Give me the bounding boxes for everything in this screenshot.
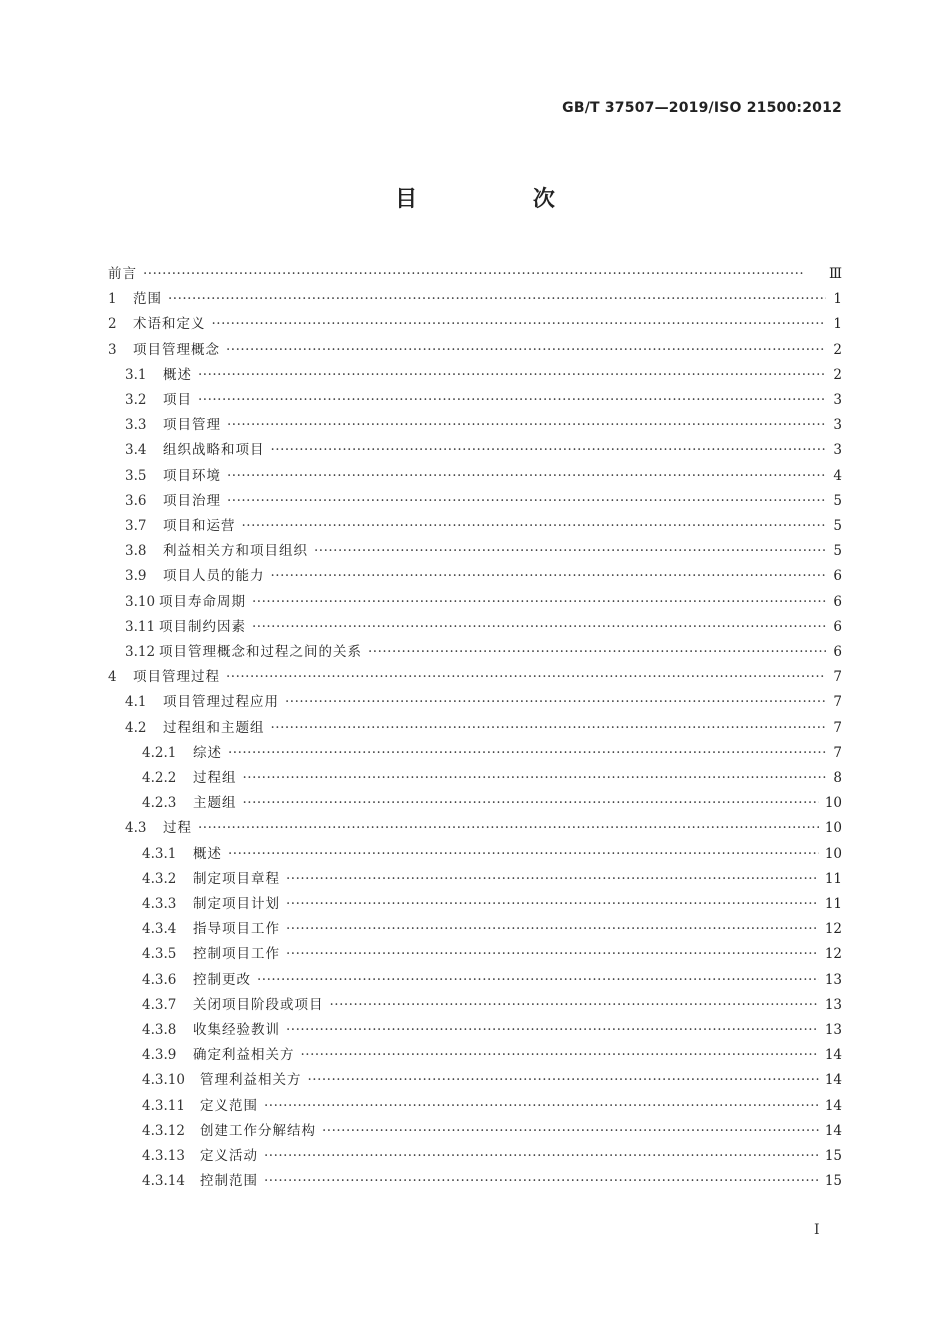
toc-entry-title: 定义范围 xyxy=(200,1097,258,1114)
toc-entry-number: 4.3.9 xyxy=(142,1047,177,1064)
toc-entry-number: 3.10 xyxy=(125,593,156,610)
toc-entry-number: 4.3.6 xyxy=(142,971,177,988)
toc-entry-title: 范围 xyxy=(133,291,162,308)
toc-entry-number: 3 xyxy=(108,341,117,358)
toc-entry[interactable] xyxy=(125,491,842,511)
toc-entry-title: 项目管理过程 xyxy=(133,669,220,686)
toc-leader-dots xyxy=(264,1096,819,1116)
toc-entry-number: 3.2 xyxy=(125,392,147,408)
toc-entry-page: 10 xyxy=(824,795,842,812)
toc-entry-page: 14 xyxy=(824,1047,842,1064)
toc-entry[interactable] xyxy=(142,944,842,964)
toc-entry-number: 4.3.13 xyxy=(142,1148,185,1164)
toc-entry-page: 1 xyxy=(833,291,842,308)
toc-entry-page: 3 xyxy=(833,442,842,459)
toc-entry-number: 3.6 xyxy=(125,492,147,509)
toc-entry-title: 术语和定义 xyxy=(133,316,206,333)
toc-entry-page: 7 xyxy=(833,719,842,736)
toc-entry-number: 4.3.2 xyxy=(142,870,177,887)
toc-entry[interactable] xyxy=(125,592,842,612)
toc-entry[interactable] xyxy=(125,390,842,410)
toc-entry[interactable] xyxy=(142,1146,842,1166)
toc-leader-dots xyxy=(257,970,819,990)
toc-entry-title: 利益相关方和项目组织 xyxy=(163,543,308,560)
toc-entry-number: 4.3.5 xyxy=(142,946,177,963)
toc-leader-dots xyxy=(228,743,826,763)
toc-leader-dots xyxy=(198,365,826,385)
toc-entry-title: 制定项目计划 xyxy=(193,896,280,912)
toc-entry-title: 概述 xyxy=(163,366,192,383)
toc-entry-page: 11 xyxy=(824,870,842,887)
toc-leader-dots xyxy=(227,491,826,511)
toc-entry-title: 项目环境 xyxy=(163,467,221,484)
toc-leader-dots xyxy=(242,516,827,536)
toc-entry[interactable] xyxy=(108,340,842,360)
toc-entry-page: 10 xyxy=(824,845,842,862)
toc-entry-number: 4 xyxy=(108,669,117,686)
toc-entry-page: 4 xyxy=(833,467,842,484)
toc-entry-page: 3 xyxy=(833,392,842,408)
toc-entry[interactable] xyxy=(125,541,842,561)
toc-entry-number: 4.3.8 xyxy=(142,1022,177,1038)
toc-entry-number: 4.2.2 xyxy=(142,770,177,786)
toc-leader-dots xyxy=(227,466,826,486)
toc-entry-title: 收集经验教训 xyxy=(193,1022,280,1038)
toc-entry-title: 项目和运营 xyxy=(163,518,236,534)
toc-entry-page: 11 xyxy=(824,896,842,912)
toc-entry[interactable] xyxy=(125,566,842,586)
toc-entry[interactable] xyxy=(108,314,842,334)
toc-leader-dots xyxy=(368,642,826,662)
toc-entry[interactable] xyxy=(125,692,842,712)
toc-leader-dots xyxy=(286,944,819,964)
toc-leader-dots xyxy=(243,793,819,813)
toc-entry-page: 5 xyxy=(833,492,842,509)
toc-entry[interactable] xyxy=(125,718,842,738)
toc-entry[interactable] xyxy=(142,793,842,813)
toc-entry-title: 概述 xyxy=(193,845,222,862)
page-number-footer: I xyxy=(814,1222,820,1238)
toc-entry-number: 4.2 xyxy=(125,719,147,736)
toc-leader-dots xyxy=(314,541,826,561)
toc-entry-title: 指导项目工作 xyxy=(193,921,280,938)
toc-entry-number: 4.2.1 xyxy=(142,744,177,761)
toc-entry[interactable] xyxy=(108,264,842,284)
toc-entry-title: 定义活动 xyxy=(200,1148,258,1164)
toc-entry-page: 14 xyxy=(824,1097,842,1114)
toc-entry-page: 6 xyxy=(833,644,842,660)
toc-entry-page: 15 xyxy=(824,1148,842,1164)
toc-entry-title: 关闭项目阶段或项目 xyxy=(193,996,324,1013)
toc-entry-page: 13 xyxy=(824,1022,842,1038)
toc-entry-page: 2 xyxy=(833,341,842,358)
toc-entry[interactable] xyxy=(142,970,842,990)
toc-entry-page: 13 xyxy=(824,971,842,988)
toc-entry[interactable] xyxy=(125,516,842,536)
toc-entry-title: 组织战略和项目 xyxy=(163,442,265,459)
toc-entry[interactable] xyxy=(125,818,842,838)
toc-leader-dots xyxy=(227,415,826,435)
toc-entry[interactable] xyxy=(125,440,842,460)
toc-entry[interactable] xyxy=(125,365,842,385)
toc-entry[interactable] xyxy=(142,743,842,763)
toc-entry-title: 确定利益相关方 xyxy=(193,1047,295,1064)
toc-leader-dots xyxy=(271,566,827,586)
toc-leader-dots xyxy=(271,440,827,460)
toc-entry-page: 7 xyxy=(833,744,842,761)
toc-entry-title: 综述 xyxy=(193,744,222,761)
toc-entry-number: 3.4 xyxy=(125,442,147,459)
toc-entry-title: 过程 xyxy=(163,820,192,837)
toc-entry-page: 12 xyxy=(824,921,842,938)
toc-entry-title: 项目治理 xyxy=(163,492,221,509)
toc-entry-page: Ⅲ xyxy=(828,266,842,282)
toc-entry[interactable] xyxy=(108,289,842,309)
toc-entry[interactable] xyxy=(142,1096,842,1116)
toc-entry[interactable] xyxy=(142,995,842,1015)
toc-entry-page: 2 xyxy=(833,366,842,383)
toc-entry-title: 项目管理 xyxy=(163,417,221,434)
toc-entry[interactable] xyxy=(125,617,842,637)
toc-leader-dots xyxy=(168,289,826,309)
toc-entry[interactable] xyxy=(142,894,842,914)
toc-leader-dots xyxy=(198,390,826,410)
toc-entry-title: 项目 xyxy=(163,392,192,408)
toc-entry-page: 8 xyxy=(833,770,842,786)
toc-entry-number: 4.3.11 xyxy=(142,1097,185,1114)
toc-leader-dots xyxy=(143,264,823,284)
toc-entry-page: 5 xyxy=(833,543,842,560)
toc-leader-dots xyxy=(226,340,826,360)
toc-entry[interactable] xyxy=(142,1070,842,1090)
standard-id-header: GB/T 37507—2019/ISO 21500:2012 xyxy=(562,100,842,116)
toc-entry[interactable] xyxy=(125,642,842,662)
toc-entry-title: 项目寿命周期 xyxy=(159,593,246,610)
toc-entry-title: 管理利益相关方 xyxy=(200,1072,302,1089)
toc-entry-number: 3.12 xyxy=(125,644,156,660)
toc-entry-title: 项目管理概念和过程之间的关系 xyxy=(159,644,362,660)
toc-entry[interactable] xyxy=(142,844,842,864)
toc-leader-dots xyxy=(286,1020,819,1040)
toc-leader-dots xyxy=(308,1070,819,1090)
toc-entry-number: 3.9 xyxy=(125,568,147,585)
toc-leader-dots xyxy=(264,1146,819,1166)
toc-entry-number: 3.7 xyxy=(125,518,147,534)
toc-entry-number: 3.8 xyxy=(125,543,147,560)
toc-entry-title: 项目管理过程应用 xyxy=(163,694,279,711)
toc-entry-number: 2 xyxy=(108,316,117,333)
toc-leader-dots xyxy=(330,995,819,1015)
toc-leader-dots xyxy=(301,1045,819,1065)
toc-leader-dots xyxy=(226,667,826,687)
toc-entry-number: 4.2.3 xyxy=(142,795,177,812)
toc-entry-page: 7 xyxy=(833,694,842,711)
toc-entry-number: 4.3.12 xyxy=(142,1122,185,1139)
toc-leader-dots xyxy=(271,718,827,738)
toc-entry-number: 3.5 xyxy=(125,467,147,484)
toc-entry-title: 项目管理概念 xyxy=(133,341,220,358)
toc-entry-title: 项目制约因素 xyxy=(159,618,246,635)
toc-leader-dots xyxy=(243,768,827,788)
toc-entry-title: 制定项目章程 xyxy=(193,870,280,887)
toc-entry-page: 6 xyxy=(833,618,842,635)
toc-leader-dots xyxy=(252,592,826,612)
toc-entry-number: 4.3.3 xyxy=(142,896,177,912)
toc-entry-number: 4.3.10 xyxy=(142,1072,185,1089)
toc-entry-title: 控制项目工作 xyxy=(193,946,280,963)
toc-entry[interactable] xyxy=(142,1171,842,1191)
toc-entry[interactable] xyxy=(142,1020,842,1040)
toc-entry[interactable] xyxy=(108,667,842,687)
toc-entry[interactable] xyxy=(142,919,842,939)
toc-entry-title: 前言 xyxy=(108,266,137,282)
toc-entry-title: 项目人员的能力 xyxy=(163,568,265,585)
toc-leader-dots xyxy=(286,919,819,939)
toc-entry-page: 1 xyxy=(833,316,842,333)
toc-entry[interactable] xyxy=(142,1121,842,1141)
toc-leader-dots xyxy=(228,844,819,864)
toc-leader-dots xyxy=(198,818,819,838)
toc-entry-page: 14 xyxy=(824,1122,842,1139)
page-title: 目 次 xyxy=(395,187,609,212)
toc-leader-dots xyxy=(212,314,827,334)
toc-leader-dots xyxy=(252,617,826,637)
toc-entry-number: 4.3.1 xyxy=(142,845,177,862)
toc-entry-title: 控制更改 xyxy=(193,971,251,988)
toc-leader-dots xyxy=(286,869,819,889)
toc-entry-page: 13 xyxy=(824,996,842,1013)
toc-entry-page: 6 xyxy=(833,568,842,585)
toc-leader-dots xyxy=(264,1171,819,1191)
toc-entry-page: 12 xyxy=(824,946,842,963)
toc-leader-dots xyxy=(285,692,826,712)
toc-entry[interactable] xyxy=(142,768,842,788)
toc-entry-page: 10 xyxy=(824,820,842,837)
toc-entry[interactable] xyxy=(125,466,842,486)
toc-entry-page: 14 xyxy=(824,1072,842,1089)
toc-entry-page: 6 xyxy=(833,593,842,610)
toc-entry-title: 创建工作分解结构 xyxy=(200,1122,316,1139)
toc-entry-title: 过程组和主题组 xyxy=(163,719,265,736)
toc-entry-number: 4.3 xyxy=(125,820,147,837)
toc-entry[interactable] xyxy=(142,869,842,889)
toc-leader-dots xyxy=(286,894,819,914)
toc-entry-number: 3.11 xyxy=(125,618,156,635)
toc-entry[interactable] xyxy=(142,1045,842,1065)
toc-entry-page: 7 xyxy=(833,669,842,686)
toc-entry-page: 5 xyxy=(833,518,842,534)
toc-entry[interactable] xyxy=(125,415,842,435)
toc-leader-dots xyxy=(322,1121,819,1141)
toc-entry-number: 1 xyxy=(108,291,117,308)
toc-entry-number: 3.3 xyxy=(125,417,147,434)
toc-entry-number: 4.1 xyxy=(125,694,147,711)
toc-entry-page: 15 xyxy=(824,1173,842,1190)
toc-entry-number: 4.3.7 xyxy=(142,996,177,1013)
toc-entry-title: 控制范围 xyxy=(200,1173,258,1190)
toc-entry-number: 4.3.4 xyxy=(142,921,177,938)
toc-entry-page: 3 xyxy=(833,417,842,434)
toc-entry-title: 过程组 xyxy=(193,770,237,786)
toc-entry-number: 3.1 xyxy=(125,366,147,383)
toc-entry-number: 4.3.14 xyxy=(142,1173,185,1190)
toc-entry-title: 主题组 xyxy=(193,795,237,812)
